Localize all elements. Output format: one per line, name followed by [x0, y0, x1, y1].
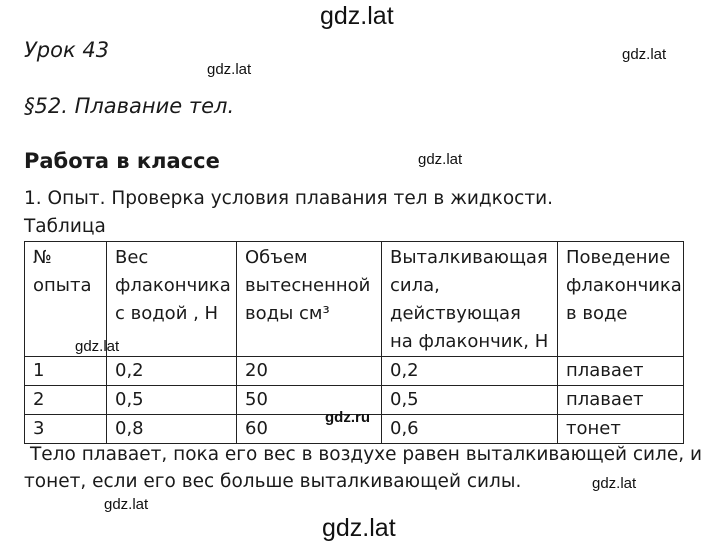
header-line: вытесненной: [245, 275, 371, 296]
table-cell: плавает: [558, 386, 684, 415]
section-title: Работа в классе: [24, 149, 220, 173]
header-line: флакончика: [115, 275, 231, 296]
table-label: Таблица: [24, 216, 106, 237]
task-text: 1. Опыт. Проверка условия плавания тел в жидкости.: [24, 188, 554, 209]
table-cell: 3: [25, 415, 107, 444]
header-behavior: [558, 242, 684, 357]
header-line: воды см³: [245, 303, 330, 324]
table-cell: тонет: [558, 415, 684, 444]
header-line: Вес: [115, 247, 149, 268]
header-line: сила,: [390, 275, 440, 296]
table-cell: 0,8: [107, 415, 237, 444]
lesson-title: Урок 43: [24, 38, 110, 62]
table-cell: 20: [237, 357, 382, 386]
header-buoyant-force: [382, 242, 558, 357]
header-line: Поведение: [566, 247, 671, 268]
watermark: gdz.lat: [418, 151, 463, 168]
table-header-row: [25, 242, 684, 357]
header-line: №: [33, 247, 52, 268]
watermark: gdz.lat: [592, 475, 637, 492]
watermark: gdz.lat: [622, 46, 667, 63]
paragraph-title: §52. Плавание тел.: [24, 94, 235, 118]
table-cell: 0,6: [382, 415, 558, 444]
header-weight: [107, 242, 237, 357]
header-line: действующая: [390, 303, 521, 324]
conclusion-line: Тело плавает, пока его вес в воздухе равен выталкивающей силе, и: [30, 444, 703, 465]
header-line: опыта: [33, 275, 92, 296]
header-line: в воде: [566, 303, 628, 324]
table-cell: 60: [237, 415, 382, 444]
table-cell: 0,2: [107, 357, 237, 386]
table-cell: 0,2: [382, 357, 558, 386]
header-line: флакончика: [566, 275, 682, 296]
table-cell: плавает: [558, 357, 684, 386]
watermark: gdz.lat: [104, 496, 149, 513]
table-cell: 2: [25, 386, 107, 415]
watermark: gdz.lat: [322, 514, 396, 542]
table-cell: 0,5: [107, 386, 237, 415]
conclusion-line: тонет, если его вес больше выталкивающей силы.: [24, 471, 522, 492]
header-volume: [237, 242, 382, 357]
table-cell: 50: [237, 386, 382, 415]
header-line: с водой , Н: [115, 303, 219, 324]
watermark: gdz.ru: [325, 409, 370, 426]
header-line: Выталкивающая: [390, 247, 548, 268]
table-row: [25, 357, 684, 386]
table-cell: 1: [25, 357, 107, 386]
watermark: gdz.lat: [207, 61, 252, 78]
watermark: gdz.lat: [75, 338, 120, 355]
header-line: на флакончик, Н: [390, 331, 549, 352]
watermark: gdz.lat: [320, 2, 394, 30]
header-line: Объем: [245, 247, 308, 268]
table-cell: 0,5: [382, 386, 558, 415]
